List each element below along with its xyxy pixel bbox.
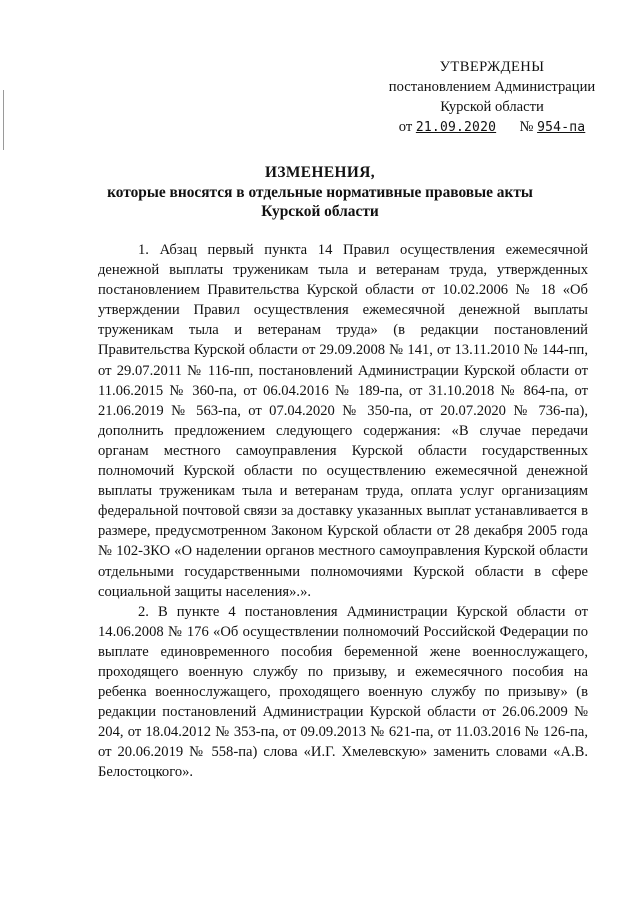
approval-number: 954-па (537, 120, 586, 135)
approval-region-line: Курской области (440, 99, 544, 115)
document-subtitle-line1: которые вносятся в отдельные нормативные правовые акты (107, 184, 533, 201)
document-subtitle-line2: Курской области (261, 203, 379, 220)
approval-date: 21.09.2020 (415, 120, 497, 135)
scan-edge-mark (3, 90, 4, 150)
document-title: ИЗМЕНЕНИЯ, (264, 164, 376, 181)
number-sign: № (519, 119, 534, 135)
document-body (98, 240, 588, 783)
approval-date-number-line (372, 117, 612, 138)
date-prefix: от (398, 119, 413, 135)
paragraph-2: 2. В пункте 4 постановления Администрации Курской области от 14.06.2008 № 176 «Об осуществлении полномочий Российской Федерации по выплате единовременного пособия беременной жене военнослужащего, проходящего военную службу по призыву, и ежемесячного пособия на ребенка военнослужащего, проходящего военную службу по призыву» (в редакции постановлений Администрации Курской области от 26.06.2009 № 204, от 18.04.2012 № 353-па, от 09.09.2013 № 621-па, от 11.03.2016 № 126-па, от 20.06.2019 № 558-па) слова «И.Г. Хмелевскую» заменить словами «А.В. Белостоцкого». (98, 603, 588, 781)
approved-heading: УТВЕРЖДЕНЫ (439, 59, 545, 75)
document-heading (92, 163, 548, 221)
approval-stamp-block (372, 57, 612, 138)
paragraph-1: 1. Абзац первый пункта 14 Правил осуществления ежемесячной денежной выплаты труженикам тыла и ветеранам труда, утвержденных постановлением Правительства Курской области от 10.02.2006 № 18 «Об утверждении Правил осуществления ежемесячной денежной выплаты труженикам тыла и ветеранам труда» (в редакции постановлений Правительства Курской области от 29.09.2008 № 141, от 13.11.2010 № 144-пп, от 29.07.2011 № 116-пп, постановлений Администрации Курской области от 11.06.2015 № 360-па, от 06.04.2016 № 189-па, от 31.10.2018 № 864-па, от 21.06.2019 № 563-па, от 07.04.2020 № 350-па, от 20.07.2020 № 736-па), дополнить предложением следующего содержания: «В случае передачи органам местного самоуправления Курской области государственных полномочий Курской области по осуществлению ежемесячной денежной выплаты труженикам тыла и ветеранам труда, оплата услуг организациям федеральной почтовой связи за доставку указанных выплат устанавливается в размере, предусмотренном Законом Курской области от 28 декабря 2005 года № 102-ЗКО «О наделении органов местного самоуправления Курской области отдельными государственными полномочиями Курской области в сфере социальной защиты населения».». (98, 242, 588, 600)
approval-issuer-line: постановлением Администрации (388, 79, 596, 95)
